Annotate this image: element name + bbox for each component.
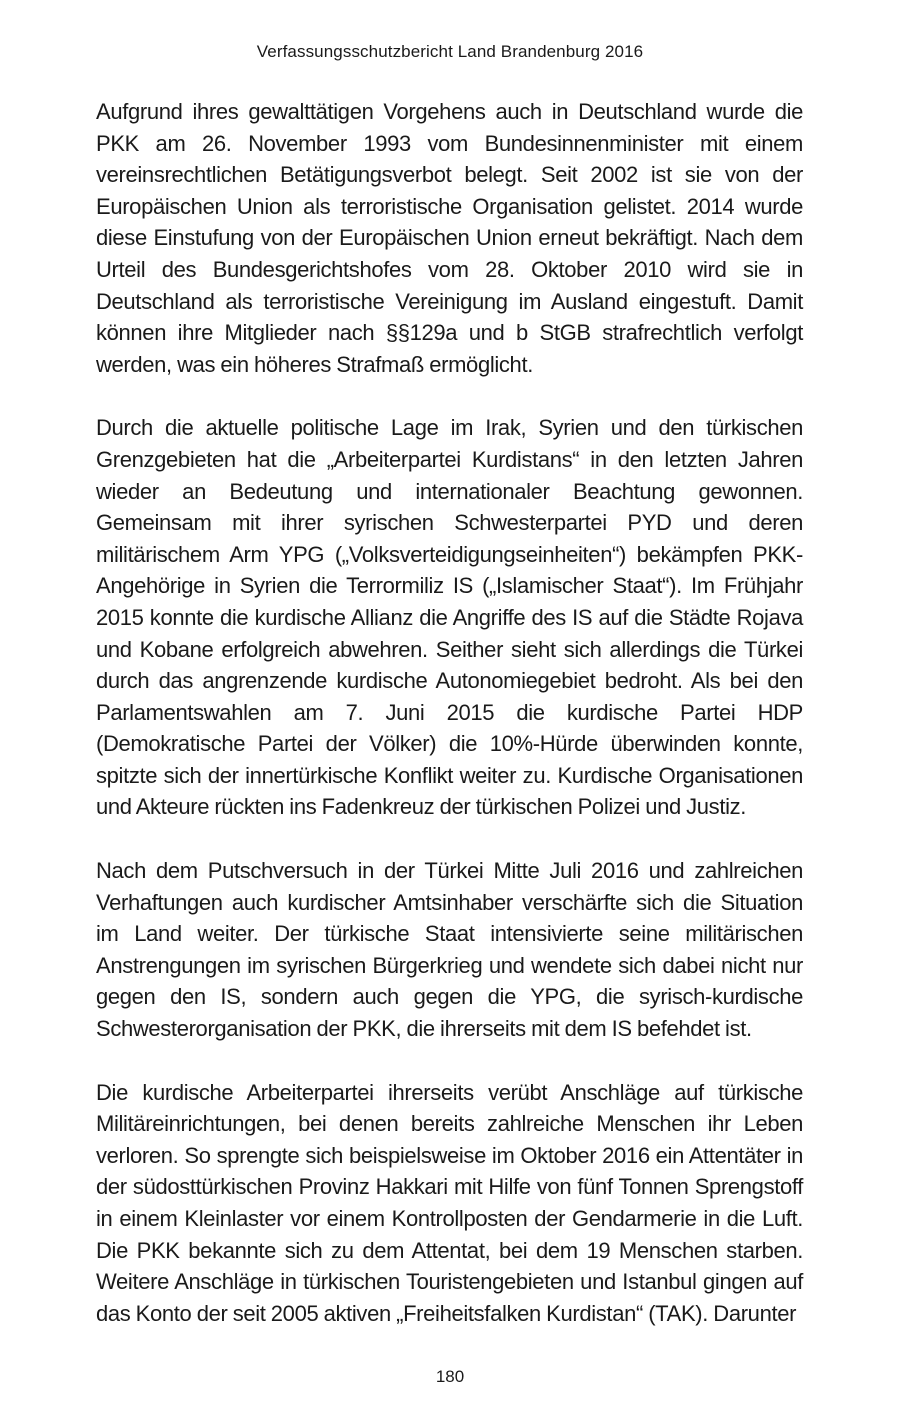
paragraph-pkk-ban: Aufgrund ihres gewalttätigen Vorgehens auch in Deutschland wurde die PKK am 26. November 1993 vom Bundesinnenminister mit einem vereinsrechtlichen Betätigungsverbot belegt. Seit 2002 ist sie von der Europäischen Union als terroristische Organisation gelistet. 2014 wurde diese Einstufung von der Europäischen Union erneut bekräftigt. Nach dem Urteil des Bundesgerichtshofes vom 28. Oktober 2010 wird sie in Deutschland als terroristische Vereinigung im Ausland eingestuft. Damit können ihre Mitglieder nach §§129a und b StGB strafrechtlich verfolgt werden, was ein höheres Strafmaß ermöglicht. <box>96 99 803 377</box>
paragraph-coup-attempt: Nach dem Putschversuch in der Türkei Mitte Juli 2016 und zahlreichen Verhaftungen auch kurdischer Amtsinhaber verschärfte sich die Situation im Land weiter. Der türkische Staat intensivierte seine militärischen Anstrengungen im syrischen Bürgerkrieg und wendete sich dabei nicht nur gegen den IS, sondern auch gegen die YPG, die syrisch-kurdische Schwesterorganisation der PKK, die ihrerseits mit dem IS befehdet ist. <box>96 858 803 1042</box>
paragraph-attacks: Die kurdische Arbeiterpartei ihrerseits verübt Anschläge auf türkische Militäreinrichtungen, bei denen bereits zahlreiche Menschen ihr Leben verloren. So sprengte sich beispielsweise im Oktober 2016 ein Attentäter in der südosttürkischen Provinz Hakkari mit Hilfe von fünf Tonnen Sprengstoff in einem Kleinlaster vor einem Kontrollposten der Gendarmerie in die Luft. Die PKK bekannte sich zu dem Attentat, bei dem 19 Menschen starben. Weitere Anschläge in türkischen Touristengebieten und Istanbul gingen auf das Konto der seit 2005 aktiven „Freiheitsfalken Kurdistan“ (TAK). Darunter <box>96 1079 803 1326</box>
page-number: 180 <box>435 1367 465 1386</box>
body-text <box>96 96 803 1361</box>
running-header: Verfassungsschutzbericht Land Brandenburg 2016 <box>256 42 644 61</box>
paragraph-political-situation: Durch die aktuelle politische Lage im Irak, Syrien und den türkischen Grenzgebieten hat die „Arbeiterpartei Kurdistans“ in den letzten Jahren wieder an Bedeutung und internationaler Beachtung gewonnen. Gemeinsam mit ihrer syrischen Schwesterpartei PYD und deren militärischem Arm YPG („Volksverteidigungseinheiten“) bekämpfen PKK-Angehörige in Syrien die Terrormiliz IS („Islamischer Staat“). Im Frühjahr 2015 konnte die kurdische Allianz die Angriffe des IS auf die Städte Rojava und Kobane erfolgreich abwehren. Seither sieht sich allerdings die Türkei durch das angrenzende kurdische Autonomiegebiet bedroht. Als bei den Parlamentswahlen am 7. Juni 2015 die kurdische Partei HDP (Demokratische Partei der Völker) die 10%-Hürde überwinden konnte, spitzte sich der innertürkische Konflikt weiter zu. Kurdische Organisationen und Akteure rückten ins Fadenkreuz der türkischen Polizei und Justiz. <box>96 415 803 820</box>
